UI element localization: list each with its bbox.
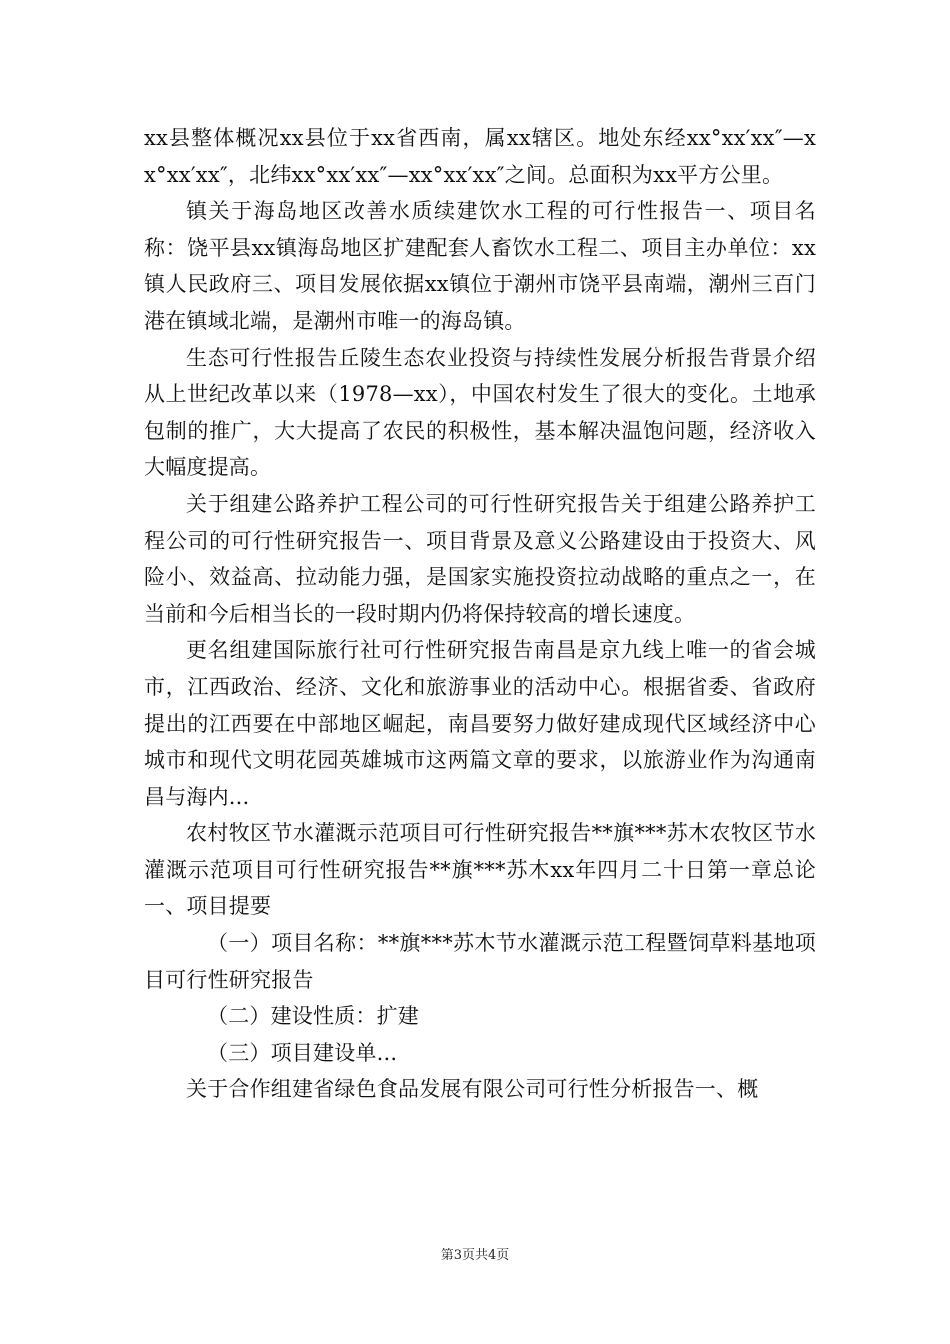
paragraph-travel-agency-report: 更名组建国际旅行社可行性研究报告南昌是京九线上唯一的省会城市，江西政治、经济、文化和旅游事业的活动中心。根据省委、省政府提出的江西要在中部地区崛起，南昌要努力做好建成现代区域经济中心城市和现代文明花园英雄城市这两篇文章的要求，以旅游业作为沟通南昌与海内... [144,638,816,809]
page-footer [0,1248,950,1264]
paragraph-green-food-company: 关于合作组建省绿色食品发展有限公司可行性分析报告一、概 [186,1077,759,1102]
list-item-project-name: （一）项目名称：**旗***苏木节水灌溉示范工程暨饲草料基地项目可行性研究报告 [144,931,816,992]
paragraph-eco-agriculture-report: 生态可行性报告丘陵生态农业投资与持续性发展分析报告背景介绍从上世纪改革以来（1978—xx），中国农村发生了很大的变化。土地承包制的推广，大大提高了农民的积极性，基本解决温饱问题，经济收入大幅度提高。 [144,345,816,480]
paragraph-island-water-project: 镇关于海岛地区改善水质续建饮水工程的可行性报告一、项目名称：饶平县xx镇海岛地区扩建配套人畜饮水工程二、项目主办单位：xx镇人民政府三、项目发展依据xx镇位于潮州市饶平县南端，潮州三百门港在镇域北端，是潮州市唯一的海岛镇。 [144,199,816,333]
list-item-construction-nature: （二）建设性质：扩建 [207,1004,419,1029]
page-number-label: 第3页共4页 [440,1248,510,1263]
paragraph-county-overview: xx县整体概况xx县位于xx省西南，属xx辖区。地处东经xx°xx′xx″—xx°xx′xx″，北纬xx°xx′xx″—xx°xx′xx″之间。总面积为xx平方公里。 [144,126,816,187]
list-item-construction-unit: （三）项目建设单... [207,1040,398,1065]
paragraph-road-maintenance-company: 关于组建公路养护工程公司的可行性研究报告关于组建公路养护工程公司的可行性研究报告一、项目背景及意义公路建设由于投资大、风险小、效益高、拉动能力强，是国家实施投资拉动战略的重点之一，在当前和今后相当长的一段时期内仍将保持较高的增长速度。 [144,491,816,626]
document-body [144,120,816,1108]
paragraph-irrigation-demo-project: 农村牧区节水灌溉示范项目可行性研究报告**旗***苏木农牧区节水灌溉示范项目可行性研究报告**旗***苏木xx年四月二十日第一章总论一、项目提要 [144,821,816,919]
